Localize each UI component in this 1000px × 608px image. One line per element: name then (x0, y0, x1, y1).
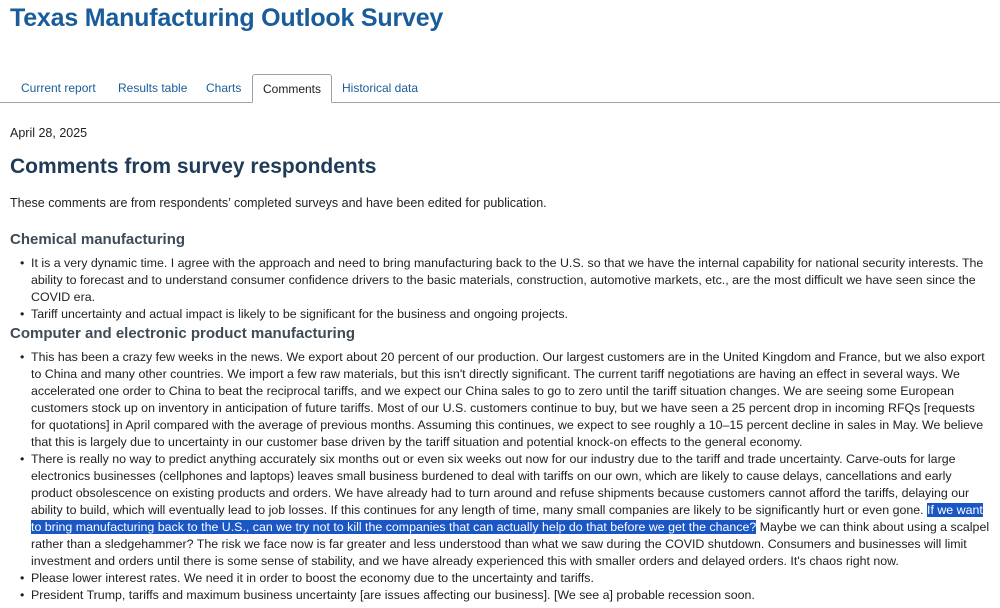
comment-list-chemical (0, 255, 992, 323)
tab-comments[interactable]: Comments (252, 74, 332, 103)
selected-text[interactable]: If we want to bring manufacturing back to the U.S., can we try not to kill the companies that can actually help do that before we get the chance? (31, 503, 983, 534)
comments-heading: Comments from survey respondents (10, 155, 377, 178)
comment-item: • Please lower interest rates. We need it in order to boost the economy due to the uncertainty and tariffs. (0, 570, 992, 587)
comment-list-computer (0, 349, 992, 604)
category-heading-chemical: Chemical manufacturing (10, 231, 186, 248)
tab-current-report[interactable]: Current report (21, 81, 96, 95)
comment-item: • President Trump, tariffs and maximum business uncertainty [are issues affecting our business]. [We see a] probable recession soon. (0, 587, 992, 604)
intro-text: These comments are from respondents’ completed surveys and have been edited for publication. (10, 196, 547, 210)
comment-item: • Tariff uncertainty and actual impact is likely to be significant for the business and ongoing projects. (0, 306, 992, 323)
comment-item: • It is a very dynamic time. I agree with the approach and need to bring manufacturing back to the U.S. so that we have the internal capability for national security interests. The ability to forecast and to understand consumer confidence drivers to the basic materials, construction, automotive markets, etc., are the most difficult we have seen since the COVID era. (0, 255, 992, 306)
page-title: Texas Manufacturing Outlook Survey (10, 4, 444, 32)
tab-bar (0, 74, 1000, 103)
tab-charts[interactable]: Charts (206, 81, 242, 95)
comment-text-continued: Maybe we can think about using a scalpel rather than a sledgehammer? The risk we face now is far greater and less understood than what we saw during the COVID shutdown. Consumers and businesses will limit investment and orders until there is some sense of stability, and we have already experienced this with smaller orders and delayed orders. It's chaos right now. (31, 520, 990, 568)
comment-text: There is really no way to predict anything accurately six months out or even six weeks out now for our industry due to the tariff and trade uncertainty. Carve-outs for large electronics businesses (cellphones and laptops) leaves small business burdened to deal with tariffs on our own, which are likely to cause delays, cancellations and early product obsolescence on existing products and orders. We have already had to turn around and refuse shipments because customers cannot afford the tariffs, delaying our ability to build, which will eventually lead to job losses. If this continues for any length of time, many small companies are likely to be significantly hurt or even gone. (31, 452, 970, 517)
comment-item-with-selection (0, 451, 992, 570)
report-date: April 28, 2025 (10, 126, 88, 140)
comment-item: • This has been a crazy few weeks in the news. We export about 20 percent of our production. Our largest customers are in the United Kingdom and France, but we also export to China and many other countries. We import a few raw materials, but this isn't directly significant. The current tariff negotiations are having an effect in several ways. We accelerated one order to China to beat the reciprocal tariffs, and we expect our China sales to go to zero until the tariff situation changes. We are seeing some European customers stock up on inventory in anticipation of future tariffs. Most of our U.S. customers continue to buy, but we have seen a 25 percent drop in incoming RFQs [requests for quotations] in April compared with the average of previous months. Assuming this continues, we expect to see roughly a 10–15 percent decline in sales in May. We believe that this is largely due to uncertainty in our customer base driven by the tariff situation and potential knock-on effects to the general economy. (0, 349, 992, 451)
category-heading-computer: Computer and electronic product manufacturing (10, 325, 356, 342)
tab-results-table[interactable]: Results table (118, 81, 188, 95)
tab-historical-data[interactable]: Historical data (342, 81, 419, 95)
